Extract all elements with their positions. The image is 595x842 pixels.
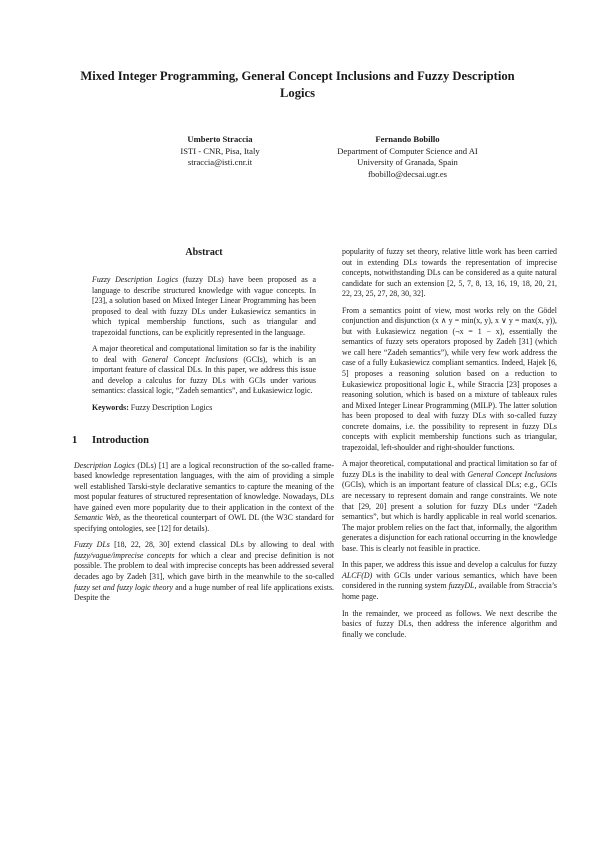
section-heading [72,434,334,447]
right-column [342,247,557,646]
body-paragraph [74,461,334,535]
keywords [92,403,316,414]
abstract-paragraph [92,344,316,397]
body-paragraph [74,540,334,603]
author-straccia [135,134,305,169]
author-affiliation: University of Granada, Spain [357,157,458,167]
text: (GCIs), which is an important feature of classical DLs; e.g., GCIs are necessary to represent domain and range constraints. We note that [29, 20] present a solution for fuzzy DLs under “Zadeh semantics”, but which is hardly applicable in real world scenarios. The major problem relies on the fact that, informally, the algorithm generates a disjunction for each rational occurring in the knowledge base. This is clearly not feasible in practice. [342,480,557,553]
text: In this paper, we address this issue and develop a calculus for fuzzy [342,560,557,570]
author-email: straccia@isti.cnr.it [187,157,253,167]
author-bobillo [300,134,515,180]
emphasis: Description Logics [74,460,135,470]
emphasis: General Concept Inclusions [467,469,557,479]
author-email: fbobillo@decsai.ugr.es [367,168,448,179]
section-title: Introduction [92,434,149,446]
text: for which a clear and precise definition is not possible. The problem to deal with imprecise concepts has been addressed several decades ago by Zadeh [31], which gave birth in the meanwhile to the so-called [74,550,334,582]
text: and a huge number of real life applications exists. Despite the [74,582,335,603]
abstract [74,247,334,414]
author-name: Fernando Bobillo [375,134,440,144]
author-affiliation: ISTI - CNR, Pisa, Italy [180,145,260,156]
text: with GCIs under various semantics, which have been considered in the running system [342,570,557,591]
emphasis: ALCF(D) [342,570,373,580]
emphasis: fuzzy/vague/imprecise concepts [74,550,175,560]
body-paragraph: In the remainder, we proceed as follows. We next describe the basics of fuzzy DLs, then address the inference algorithm and finally we conclude. [342,608,557,639]
emphasis: fuzzy set and fuzzy logic theory [74,582,174,592]
text: [18, 22, 28, 30] extend classical DLs by allowing to deal with [109,540,334,550]
abstract-heading: Abstract [185,247,223,258]
section-number: 1 [72,434,78,446]
emphasis: fuzzyDL [448,581,475,591]
text: (GCIs), which is an important feature of classical DLs. In this paper, we address this issue and develop a calculus for fuzzy DLs with GCIs under various semantics: classical logic, “Zadeh semantics”, and Łukasiewicz logic. [92,354,316,396]
author-name: Umberto Straccia [187,134,253,144]
text: A major theoretical, computational and practical limitation so far of fuzzy DLs is the inability to deal with [342,459,557,479]
text: , available from Straccia’s home page. [342,581,557,601]
keywords-label: Keywords: [92,403,129,413]
emphasis: General Concept Inclusions [142,354,238,364]
keywords-text: Fuzzy Description Logics [128,403,213,413]
author-department: Department of Computer Science and AI [337,145,478,156]
left-column [74,247,334,610]
text: A major theoretical and computational limitation so far is the inability to deal with [92,344,316,364]
emphasis: Fuzzy Description Logics [92,275,179,284]
body-paragraph [342,560,557,602]
text: (DLs) [1] are a logical reconstruction of the so-called frame-based knowledge representation languages, with the aim of providing a simple well established Tarski-style declarative semantics to capture the meaning of the most popular features of structured representation of knowledge. Nowadays, DLs have gained even more popularity due to their application in the context of the [74,460,335,512]
text: (fuzzy DLs) have been proposed as a language to describe structured knowledge with vague concepts. In [23], a solution based on Mixed Integer Linear Programming has been proposed to deal with fuzzy DLs under Łukasiewicz semantics in which typical membership functions, such as triangular and trapezoidal functions, can be explicitly represented in the language. [92,275,317,337]
text: , as the theoretical counterpart of OWL DL (the W3C standard for specifying ontologies, see [12] for details). [74,513,334,533]
emphasis: Fuzzy DLs [74,540,110,550]
body-paragraph [342,459,557,554]
body-paragraph: From a semantics point of view, most works rely on the Gödel conjunction and disjunction (x ∧ y = min(x, y), x ∨ y = max(x, y)), but with Łukasiewicz negation (¬x = 1 − x), essentially the semantics of fuzzy sets operators proposed by Zadeh [31] (which we call here “Zadeh semantics”), while very few work address the case of a fully Łukasiewicz compliant semantics. Indeed, Hajek [6, 5] proposes a reasoning solution based on a reduction to Łukasiewicz propositional logic Ł, while Straccia [23] proposes a reasoning solution, which is based on a mixture of tableaux rules and Mixed Integer Linear Programming (MILP). The latter solution has been proposed to deal with fuzzy DLs with so-called fuzzy concrete domains, i.e. the possibility to represent in fuzzy DLs concepts with explicit membership functions such as triangular, trapezoidal, left-shoulder and right-shoulder functions. [342,305,557,452]
abstract-paragraph [92,275,316,338]
paper-title: Mixed Integer Programming, General Concept Inclusions and Fuzzy Description Logics [80,69,515,100]
emphasis: Semantic Web [74,513,119,523]
body-paragraph: popularity of fuzzy set theory, relative little work has been carried out in extending DLs towards the representation of imprecise concepts, notwithstanding DLs can be considered as a quite natural candidate for such an extension [2, 5, 7, 8, 13, 16, 19, 18, 20, 21, 22, 23, 25, 27, 28, 30, 32]. [342,247,557,299]
